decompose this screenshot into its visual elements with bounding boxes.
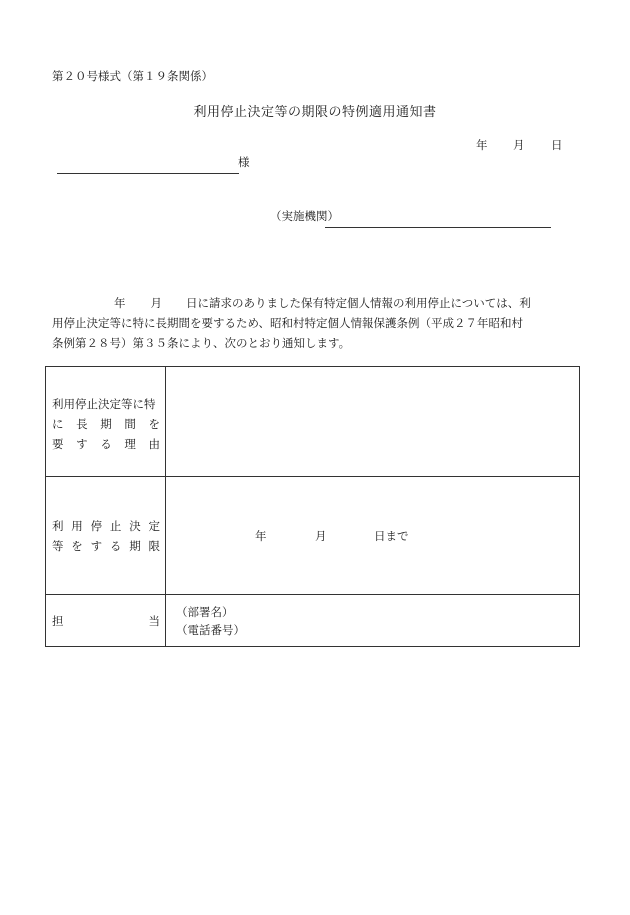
reason-label-line-3: 要 す る 理 由 — [52, 437, 160, 451]
addressee-blank-line[interactable] — [57, 173, 239, 174]
deadline-label — [52, 516, 160, 556]
deadline-until-label: 日まで — [374, 529, 409, 543]
reason-label-line-1: 利用停止決定等に特 — [52, 397, 156, 411]
table-row-divider — [46, 476, 579, 477]
deadline-label-line-1: 利 用 停 止 決 定 — [52, 519, 160, 533]
addressee-suffix: 様 — [238, 155, 250, 169]
reason-label-line-2: に 長 期 間 を — [52, 417, 160, 431]
body-line-3: 条例第２８号）第３５条により、次のとおり通知します。 — [52, 336, 351, 350]
deadline-year-label: 年 — [255, 529, 267, 543]
notice-body — [52, 293, 578, 353]
body-line-1 — [52, 293, 578, 313]
body-year-label: 年 — [114, 296, 126, 310]
body-line-2: 用停止決定等に特に長期間を要するため、昭和村特定個人情報保護条例（平成２７年昭和村 — [52, 316, 524, 330]
document-title: 利用停止決定等の期限の特例適用通知書 — [193, 105, 437, 120]
deadline-month-label: 月 — [315, 529, 327, 543]
contact-label — [52, 611, 160, 631]
reason-label — [52, 394, 160, 454]
department-field[interactable]: （部署名） — [176, 605, 234, 619]
date-month-label: 月 — [513, 138, 525, 152]
phone-field[interactable]: （電話番号） — [176, 623, 245, 637]
notice-table — [45, 366, 580, 647]
agency-blank-line[interactable] — [325, 227, 551, 228]
form-number: 第２０号様式（第１９条関係） — [52, 69, 213, 83]
date-day-label: 日 — [551, 138, 563, 152]
body-line-1-text: 日に請求のありました保有特定個人情報の利用停止については、利 — [186, 296, 531, 310]
contact-label-line: 担 当 — [52, 614, 160, 628]
agency-label: （実施機関） — [270, 209, 339, 223]
table-row-divider — [46, 594, 579, 595]
reason-value-field[interactable] — [166, 367, 579, 475]
body-month-label: 月 — [150, 296, 162, 310]
date-year-label: 年 — [476, 138, 488, 152]
deadline-label-line-2: 等 を す る 期 限 — [52, 539, 160, 553]
